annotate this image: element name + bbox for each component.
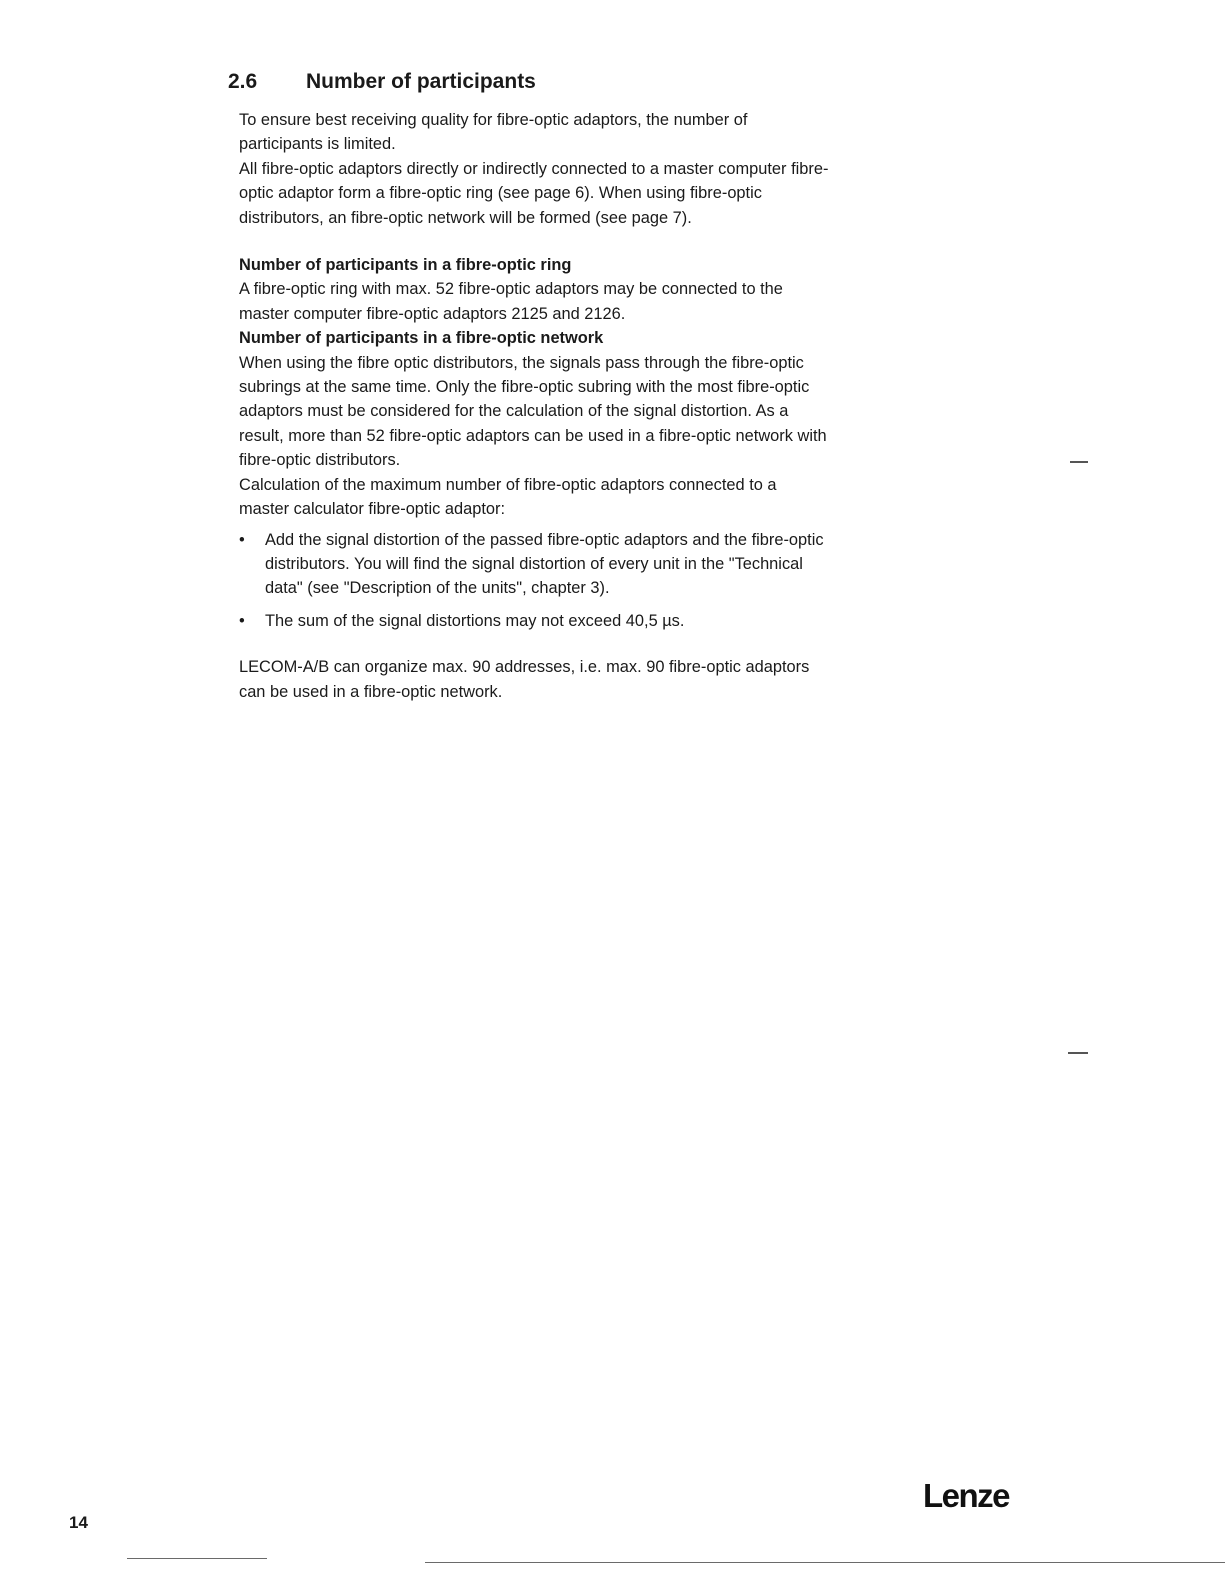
page-number: 14 (69, 1513, 88, 1532)
ring-subheading: Number of participants in a fibre-optic ring (239, 256, 572, 275)
list-item (239, 528, 829, 601)
scan-mark (1070, 461, 1088, 463)
section-title: Number of participants (306, 70, 536, 93)
intro-paragraph-1: To ensure best receiving quality for fibre-optic adaptors, the number of participants is limited. (239, 111, 748, 154)
bullet-icon: • (239, 611, 245, 630)
section-number: 2.6 (228, 70, 258, 93)
calculation-steps-list (239, 528, 829, 634)
paragraph-spacer (239, 641, 829, 655)
scan-rule (425, 1562, 1225, 1563)
network-paragraph: When using the fibre optic distributors, the signals pass through the fibre-optic subrings at the same time. Only the fibre-optic subring with the most fibre-optic adaptors must be considered for the calculation of the signal distortion. As a result, more than 52 fibre-optic adaptors can be used in a fibre-optic network with fibre-optic distributors. (239, 353, 827, 470)
intro-paragraph-2: All fibre-optic adaptors directly or indirectly connected to a master computer fibre-optic adaptor form a fibre-optic ring (see page 6). When using fibre-optic distributors, an fibre-optic network will be formed (see page 7). (239, 159, 829, 227)
network-subheading: Number of participants in a fibre-optic network (239, 329, 604, 348)
ring-paragraph: A fibre-optic ring with max. 52 fibre-optic adaptors may be connected to the master computer fibre-optic adaptors 2125 and 2126. (239, 280, 783, 323)
calculation-paragraph: Calculation of the maximum number of fibre-optic adaptors connected to a master calculator fibre-optic adaptor: (239, 475, 777, 519)
bullet-icon: • (239, 530, 245, 549)
list-item-text: The sum of the signal distortions may not exceed 40,5 µs. (265, 611, 685, 630)
scan-mark (1068, 1052, 1088, 1054)
list-item-text: Add the signal distortion of the passed fibre-optic adaptors and the fibre-optic distributors. You will find the signal distortion of every unit in the "Technical data" (see "Description of the units", chapter 3). (265, 530, 824, 598)
lenze-logo: Lenze (923, 1477, 1010, 1514)
section-heading (228, 70, 536, 94)
paragraph-spacer (239, 230, 829, 253)
scan-rule (127, 1558, 267, 1559)
closing-paragraph: LECOM-A/B can organize max. 90 addresses, i.e. max. 90 fibre-optic adaptors can be used in a fibre-optic network. (239, 658, 810, 701)
body-text (239, 108, 829, 704)
list-item (239, 609, 829, 633)
